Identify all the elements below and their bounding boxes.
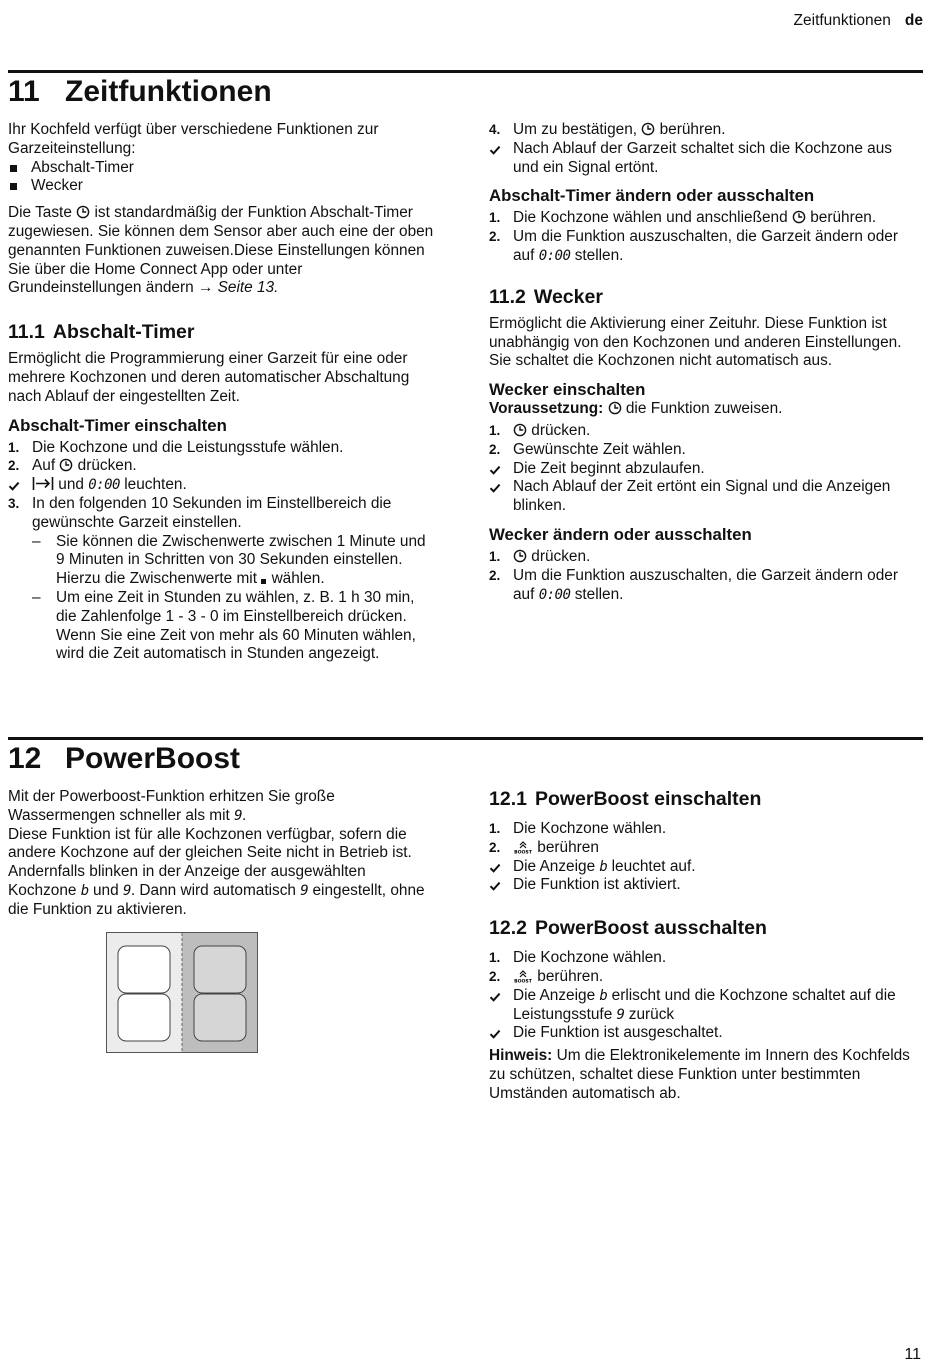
display-zero: 0:00 (538, 586, 571, 603)
arrow-icon: → (197, 279, 214, 297)
step-number: 2. (489, 968, 501, 984)
step-text: Um zu bestätigen, (513, 121, 638, 138)
step-number: 4. (489, 122, 501, 137)
subsection-number: 12.2 (489, 917, 527, 940)
step-text: Um die Funktion auszuschalten, die Garzeit ändern oder auf (513, 228, 898, 264)
text: . Dann wird automatisch (130, 881, 296, 899)
dash-marker: – (32, 588, 41, 606)
result-text: Die Zeit beginnt abzulaufen. (513, 459, 705, 477)
header-lang: de (904, 12, 923, 29)
step-item (489, 820, 919, 839)
step-number: 1. (489, 548, 501, 564)
result-text: Die Anzeige (513, 986, 596, 1004)
result-text: erlischt und die Kochzone schaltet auf die Leistungsstufe (513, 986, 896, 1023)
bullet-item (8, 177, 438, 196)
display-zero: 0:00 (538, 247, 571, 264)
step-text: Die Kochzone und die Leistungsstufe wählen. (32, 438, 344, 456)
dash-text: Um eine Zeit in Stunden zu wählen, z. B. 1 h 30 min, die Zahlenfolge 1 - 3 - 0 im Einstellbereich drücken. Wenn Sie eine Zeit von mehr als 60 Minuten wählen, wird die Zeit automatisch in Stunden angezeigt. (56, 588, 416, 663)
left-column-12 (8, 788, 438, 920)
step-text: In den folgenden 10 Sekunden im Einstellbereich die gewünschte Garzeit einstellen. (32, 494, 392, 531)
step-text: drücken. (77, 457, 137, 475)
check-icon (8, 480, 20, 492)
clock-icon (76, 205, 90, 219)
intro-text: Ihr Kochfeld verfügt über verschiedene Funktionen zur Garzeiteinstellung: (8, 121, 379, 157)
step-number: 2. (489, 441, 501, 457)
clock-icon (792, 210, 806, 224)
step-item (8, 495, 438, 533)
step-text: stellen. (574, 585, 624, 603)
result-item (8, 476, 438, 495)
step-number: 2. (8, 458, 20, 474)
display-nine: 9 (616, 1006, 625, 1023)
result-item (489, 876, 919, 895)
powerboost-icon (513, 840, 533, 854)
result-item (489, 858, 919, 877)
subsection-title-12-1 (489, 787, 919, 811)
running-header (794, 12, 923, 31)
step-item (489, 422, 919, 441)
section-title-11 (8, 75, 272, 109)
heading-timer-on: Abschalt-Timer einschalten (8, 415, 227, 435)
display-nine: 9 (300, 882, 309, 899)
right-column-12 (489, 787, 919, 1104)
paragraph: Mit der Powerboost-Funktion erhitzen Sie große Wassermengen schneller als mit 9. (8, 788, 335, 824)
bullet-text: Wecker (31, 177, 83, 195)
section-title-12 (8, 742, 240, 776)
result-item (489, 478, 919, 516)
display-b: b (80, 882, 89, 899)
result-text: Nach Ablauf der Garzeit schaltet sich die Kochzone aus und ein Signal ertönt. (513, 139, 892, 176)
decimal-point-icon (261, 571, 267, 585)
dash-text: Sie können die Zwischenwerte zwischen 1 Minute und 9 Minuten in Schritten von 30 Sekunden einstellen. Hierzu die Zwischenwerte mit (56, 532, 426, 588)
result-text: Die Anzeige (513, 857, 596, 875)
svg-text:BOOST: BOOST (514, 850, 532, 854)
display-nine: 9 (234, 807, 243, 824)
text: Diese Funktion ist für alle Kochzonen verfügbar, sofern die andere Kochzone auf der gleichen Seite nicht in Betrieb ist. Andernfalls blinken in der Anzeige der ausgewählten Kochzone (8, 825, 412, 899)
dash-item (8, 533, 438, 589)
subsection-title-11-1 (8, 320, 438, 344)
step-number: 2. (489, 839, 501, 855)
step-item (489, 567, 919, 605)
subsection-title-text: PowerBoost einschalten (534, 788, 762, 810)
timer-arrow-icon (32, 476, 54, 491)
text: eingestellt, ohne die Funktion zu aktivieren. (8, 881, 425, 918)
prerequisite (489, 400, 919, 419)
subsection-number: 11.2 (489, 285, 526, 308)
section-title-text: Zeitfunktionen (65, 75, 272, 108)
result-text: zurück (628, 1005, 675, 1023)
step-number: 1. (489, 950, 501, 966)
result-text: Die Funktion ist ausgeschaltet. (513, 1024, 723, 1042)
step-item (489, 441, 919, 460)
page-reference-link[interactable]: Seite 13. (217, 279, 279, 297)
step-number: 1. (489, 821, 501, 836)
text: und (92, 881, 119, 899)
step-item (8, 439, 438, 458)
note-text: Um die Elektronikelemente im Innern des Kochfelds zu schützen, schaltet diese Funktion unter bestimmten Umständen automatisch ab. (489, 1047, 910, 1102)
section-number: 11 (8, 75, 40, 108)
step-text: stellen. (574, 246, 624, 264)
step-text: Auf (32, 457, 56, 475)
result-text: leuchtet auf. (611, 857, 696, 875)
heading-alarm-on: Wecker einschalten (489, 380, 646, 400)
result-item (489, 1024, 919, 1043)
section-rule (8, 737, 923, 740)
result-item (489, 987, 919, 1025)
step-item (489, 949, 919, 968)
check-icon (489, 482, 501, 494)
bullet-text: Abschalt-Timer (31, 158, 134, 176)
subsection-title-text: Wecker (533, 285, 603, 308)
prerequisite-label: Voraussetzung: (489, 400, 604, 418)
clock-icon (513, 423, 527, 437)
section-title-text: PowerBoost (65, 742, 241, 775)
step-text: berühren. (537, 967, 604, 985)
display-b: b (599, 858, 608, 875)
result-text: Nach Ablauf der Zeit ertönt ein Signal und die Anzeigen blinken. (513, 478, 891, 515)
powerboost-icon (513, 969, 533, 983)
intro-text: Ermöglicht die Programmierung einer Garzeit für eine oder mehrere Kochzonen und deren automatischer Abschaltung nach Ablauf der eingestellten Zeit. (8, 350, 410, 405)
display-nine: 9 (122, 882, 131, 899)
paragraph (8, 826, 438, 920)
check-icon (489, 991, 501, 1003)
paragraph (8, 204, 438, 298)
text: ist standardmäßig der Funktion Abschalt-Timer zugewiesen. Sie können dem Sensor aber auch eine der oben genannten Funktionen zuweisen.Diese Einstellungen können Sie über die Home Connect App oder unter Grundeinstellungen ändern (8, 204, 434, 297)
prerequisite-text: die Funktion zuweisen. (625, 400, 783, 418)
check-icon (489, 144, 501, 156)
note-label: Hinweis: (489, 1047, 553, 1065)
page-number: 11 (904, 1346, 921, 1364)
step-text: Die Kochzone wählen. (513, 949, 667, 967)
section-number: 12 (8, 742, 42, 775)
subsection-title-text: Abschalt-Timer (52, 321, 195, 344)
check-icon (489, 880, 501, 892)
step-text: drücken. (531, 421, 591, 439)
result-item (489, 140, 919, 178)
result-text: und (58, 476, 84, 494)
clock-icon (608, 401, 622, 415)
right-column-11 (489, 121, 919, 604)
section-rule (8, 70, 923, 73)
heading-timer-change: Abschalt-Timer ändern oder ausschalten (489, 186, 815, 206)
display-zero: 0:00 (88, 477, 120, 494)
note (489, 1047, 919, 1103)
bullet-item (8, 159, 438, 178)
cooktop-zones-illustration (106, 932, 258, 1053)
step-item (489, 209, 919, 228)
subsection-number: 11.1 (8, 321, 45, 344)
clock-icon (641, 122, 655, 136)
step-item (489, 548, 919, 567)
step-text: Gewünschte Zeit wählen. (513, 440, 686, 458)
subsection-title-text: PowerBoost ausschalten (534, 917, 767, 940)
clock-icon (59, 458, 73, 472)
step-number: 2. (489, 229, 501, 245)
result-item (489, 460, 919, 479)
step-text: Die Kochzone wählen. (513, 820, 667, 837)
left-column-11 (8, 121, 438, 664)
display-b: b (599, 987, 608, 1004)
subsection-number: 12.1 (489, 788, 527, 810)
step-text: berühren. (810, 209, 877, 227)
step-item (489, 968, 919, 987)
step-text: drücken. (531, 547, 591, 565)
dash-item (8, 589, 438, 664)
step-item (8, 457, 438, 476)
dash-marker: – (32, 532, 41, 550)
dash-text: wählen. (271, 570, 325, 588)
check-icon (489, 862, 501, 874)
step-text: berühren (537, 838, 599, 856)
svg-text:BOOST: BOOST (514, 979, 532, 983)
result-text: Die Funktion ist aktiviert. (513, 876, 681, 894)
step-number: 1. (8, 439, 20, 455)
step-number: 1. (489, 422, 501, 438)
step-number: 2. (489, 567, 501, 583)
clock-icon (513, 549, 527, 563)
subsection-title-11-2 (489, 285, 919, 309)
heading-alarm-change: Wecker ändern oder ausschalten (489, 524, 752, 544)
square-bullet-icon (10, 183, 17, 190)
check-icon (489, 464, 501, 476)
step-item (489, 228, 919, 266)
result-text: leuchten. (124, 476, 187, 494)
step-text: Die Kochzone wählen und anschließend (513, 209, 788, 227)
header-section: Zeitfunktionen (793, 12, 891, 29)
square-bullet-icon (10, 165, 17, 172)
step-number: 1. (489, 210, 501, 226)
step-text: Um die Funktion auszuschalten, die Garzeit ändern oder auf (513, 566, 898, 603)
text: Mit der Powerboost-Funktion erhitzen Sie große Wassermengen schneller als mit (8, 788, 335, 824)
step-item (489, 839, 919, 858)
step-number: 3. (8, 495, 20, 511)
step-item (489, 121, 919, 140)
text: Die Taste (8, 204, 72, 222)
subsection-title-12-2 (489, 916, 919, 940)
check-icon (489, 1028, 501, 1040)
step-text: berühren. (659, 121, 726, 138)
intro-text: Ermöglicht die Aktivierung einer Zeituhr. Diese Funktion ist unabhängig von den Kochzonen und anderen Einstellungen. Sie schaltet die Kochzonen nicht automatisch aus. (489, 314, 902, 370)
